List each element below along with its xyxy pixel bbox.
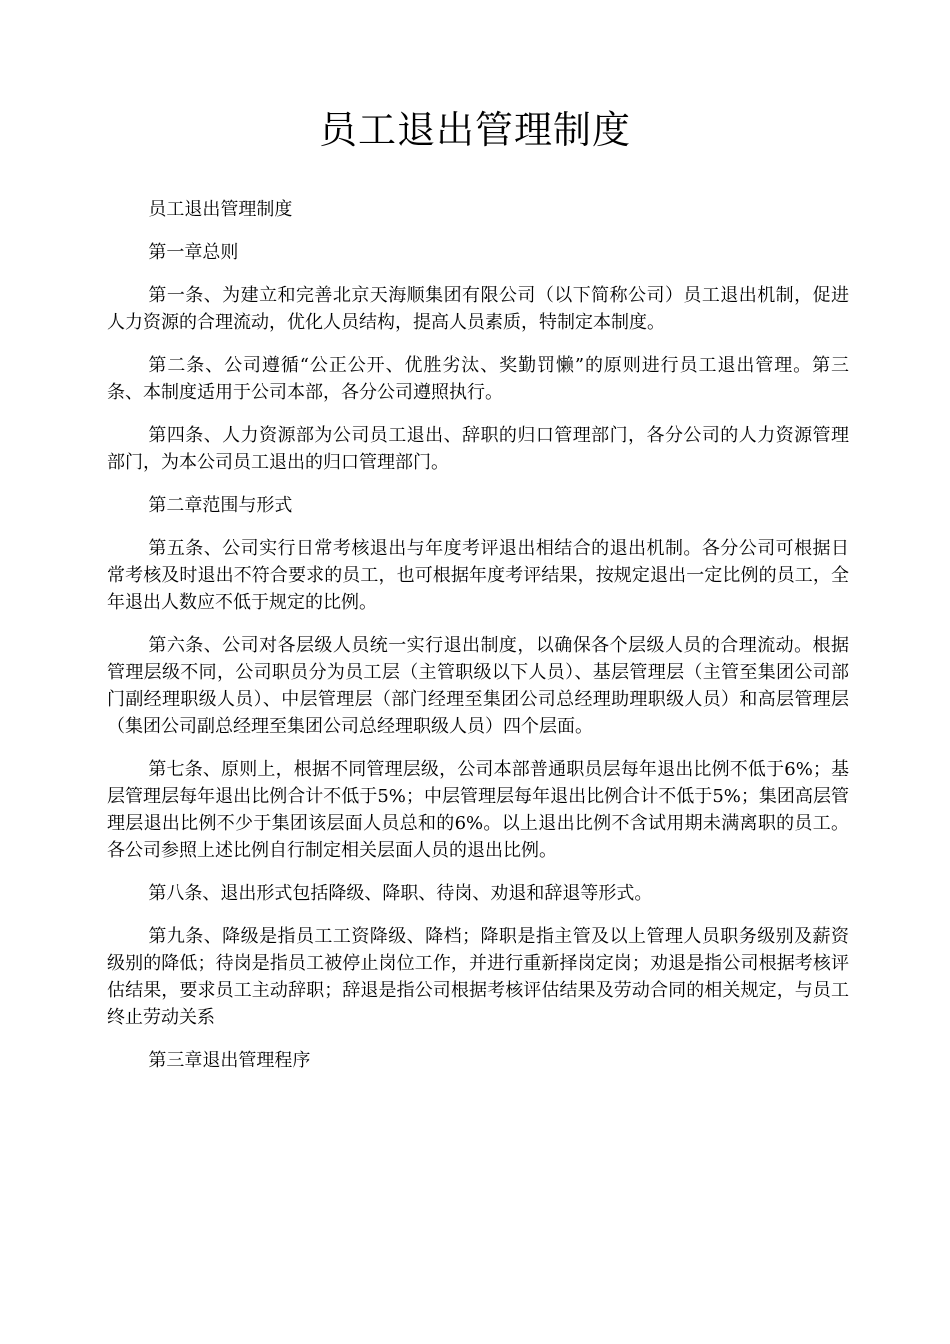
article-9: 第九条、降级是指员工工资降级、降档；降职是指主管及以上管理人员职务级别及薪资级别的降低；待岗是指员工被停止岗位工作，并进行重新择岗定岗；劝退是指公司根据考核评估结果，要求员工主动辞职；辞退是指公司根据考核评估结果及劳动合同的相关规定，与员工终止劳动关系: [107, 926, 849, 1028]
document-body: [107, 196, 849, 1090]
article-6: 第六条、公司对各层级人员统一实行退出制度，以确保各个层级人员的合理流动。根据管理层级不同，公司职员分为员工层（主管职级以下人员）、基层管理层（主管至集团公司部门副经理职级人员）、中层管理层（部门经理至集团公司总经理助理职级人员）和高层管理层（集团公司副总经理至集团公司总经理职级人员）四个层面。: [107, 635, 849, 737]
article-8: 第八条、退出形式包括降级、降职、待岗、劝退和辞退等形式。: [148, 883, 653, 904]
chapter-heading-3: 第三章退出管理程序: [148, 1050, 311, 1071]
chapter-heading-1: 第一章总则: [148, 242, 239, 263]
article-2-3: 第二条、公司遵循“公正公开、优胜劣汰、奖勤罚懒”的原则进行员工退出管理。第三条、本制度适用于公司本部，各分公司遵照执行。: [107, 355, 849, 403]
article-4: 第四条、人力资源部为公司员工退出、辞职的归口管理部门，各分公司的人力资源管理部门，为本公司员工退出的归口管理部门。: [107, 425, 849, 473]
article-1: 第一条、为建立和完善北京天海顺集团有限公司（以下简称公司）员工退出机制，促进人力资源的合理流动，优化人员结构，提高人员素质，特制定本制度。: [107, 285, 849, 333]
paragraph-subtitle: 员工退出管理制度: [148, 199, 293, 220]
article-5: 第五条、公司实行日常考核退出与年度考评退出相结合的退出机制。各分公司可根据日常考核及时退出不符合要求的员工，也可根据年度考评结果，按规定退出一定比例的员工，全年退出人数应不低于规定的比例。: [107, 538, 849, 613]
chapter-heading-2: 第二章范围与形式: [148, 495, 293, 516]
article-7: 第七条、原则上，根据不同管理层级，公司本部普通职员层每年退出比例不低于6%；基层管理层每年退出比例合计不低于5%；中层管理层每年退出比例合计不低于5%；集团高层管理层退出比例不少于集团该层面人员总和的6%。以上退出比例不含试用期未满离职的员工。各公司参照上述比例自行制定相关层面人员的退出比例。: [107, 759, 849, 861]
document-title: 员工退出管理制度: [318, 108, 631, 152]
